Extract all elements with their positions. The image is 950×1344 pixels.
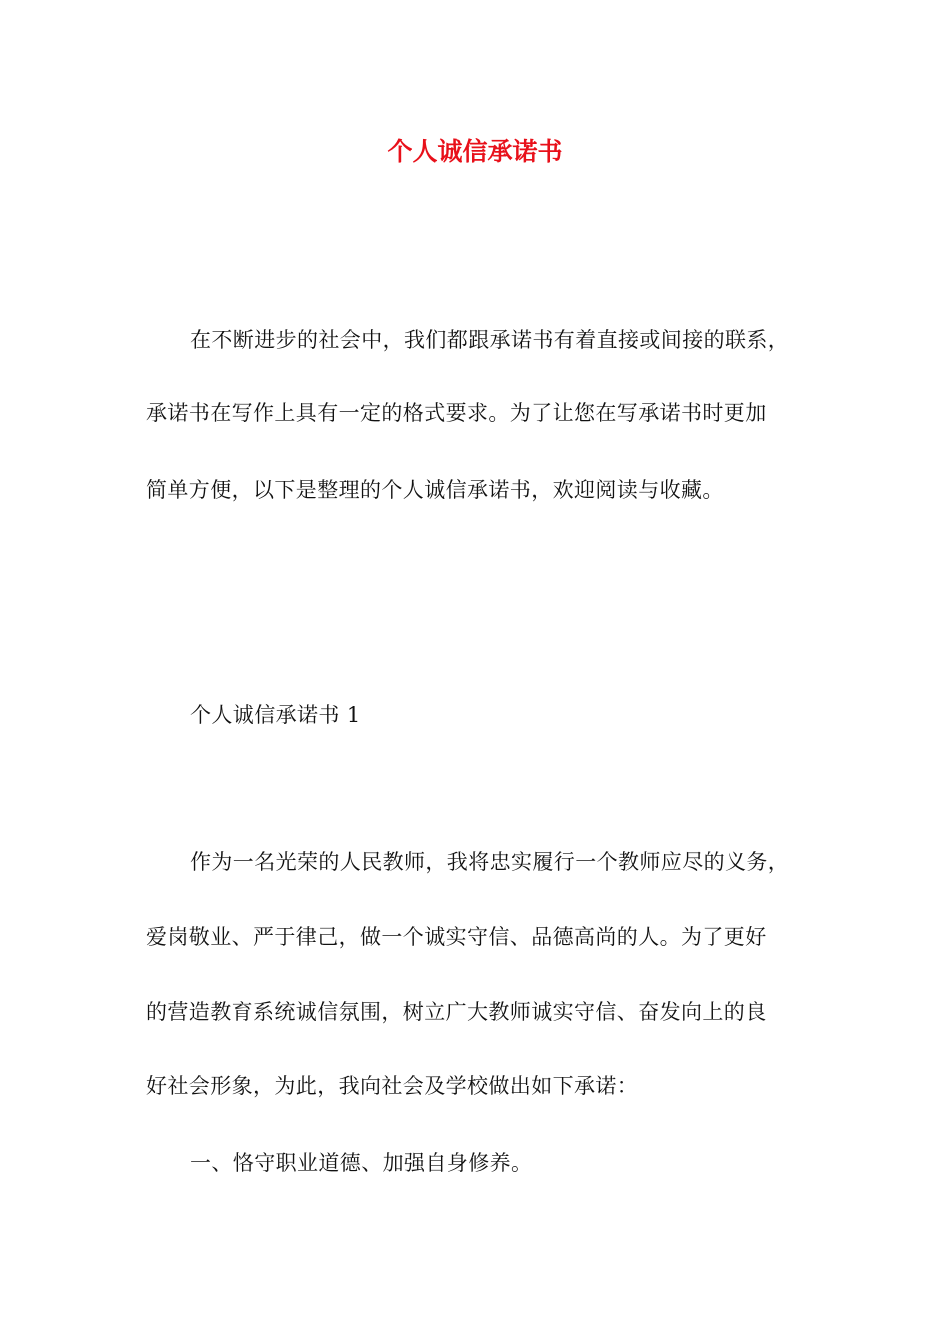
body-line-3: 的营造教育系统诚信氛围，树立广大教师诚实守信、奋发向上的良 (146, 1000, 767, 1024)
document-title: 个人诚信承诺书 (387, 137, 563, 166)
body-line-1: 作为一名光荣的人民教师，我将忠实履行一个教师应尽的义务， (190, 850, 790, 874)
intro-line-1: 在不断进步的社会中，我们都跟承诺书有着直接或间接的联系， (190, 328, 790, 352)
intro-line-2: 承诺书在写作上具有一定的格式要求。为了让您在写承诺书时更加 (146, 401, 767, 425)
intro-line-3: 简单方便，以下是整理的个人诚信承诺书，欢迎阅读与收藏。 (146, 478, 724, 502)
list-item-1: 一、恪守职业道德、加强自身修养。 (190, 1151, 533, 1175)
body-line-2: 爱岗敬业、严于律己，做一个诚实守信、品德高尚的人。为了更好 (146, 925, 767, 949)
section-heading: 个人诚信承诺书 1 (190, 703, 361, 727)
body-line-4: 好社会形象，为此，我向社会及学校做出如下承诺： (146, 1074, 639, 1098)
